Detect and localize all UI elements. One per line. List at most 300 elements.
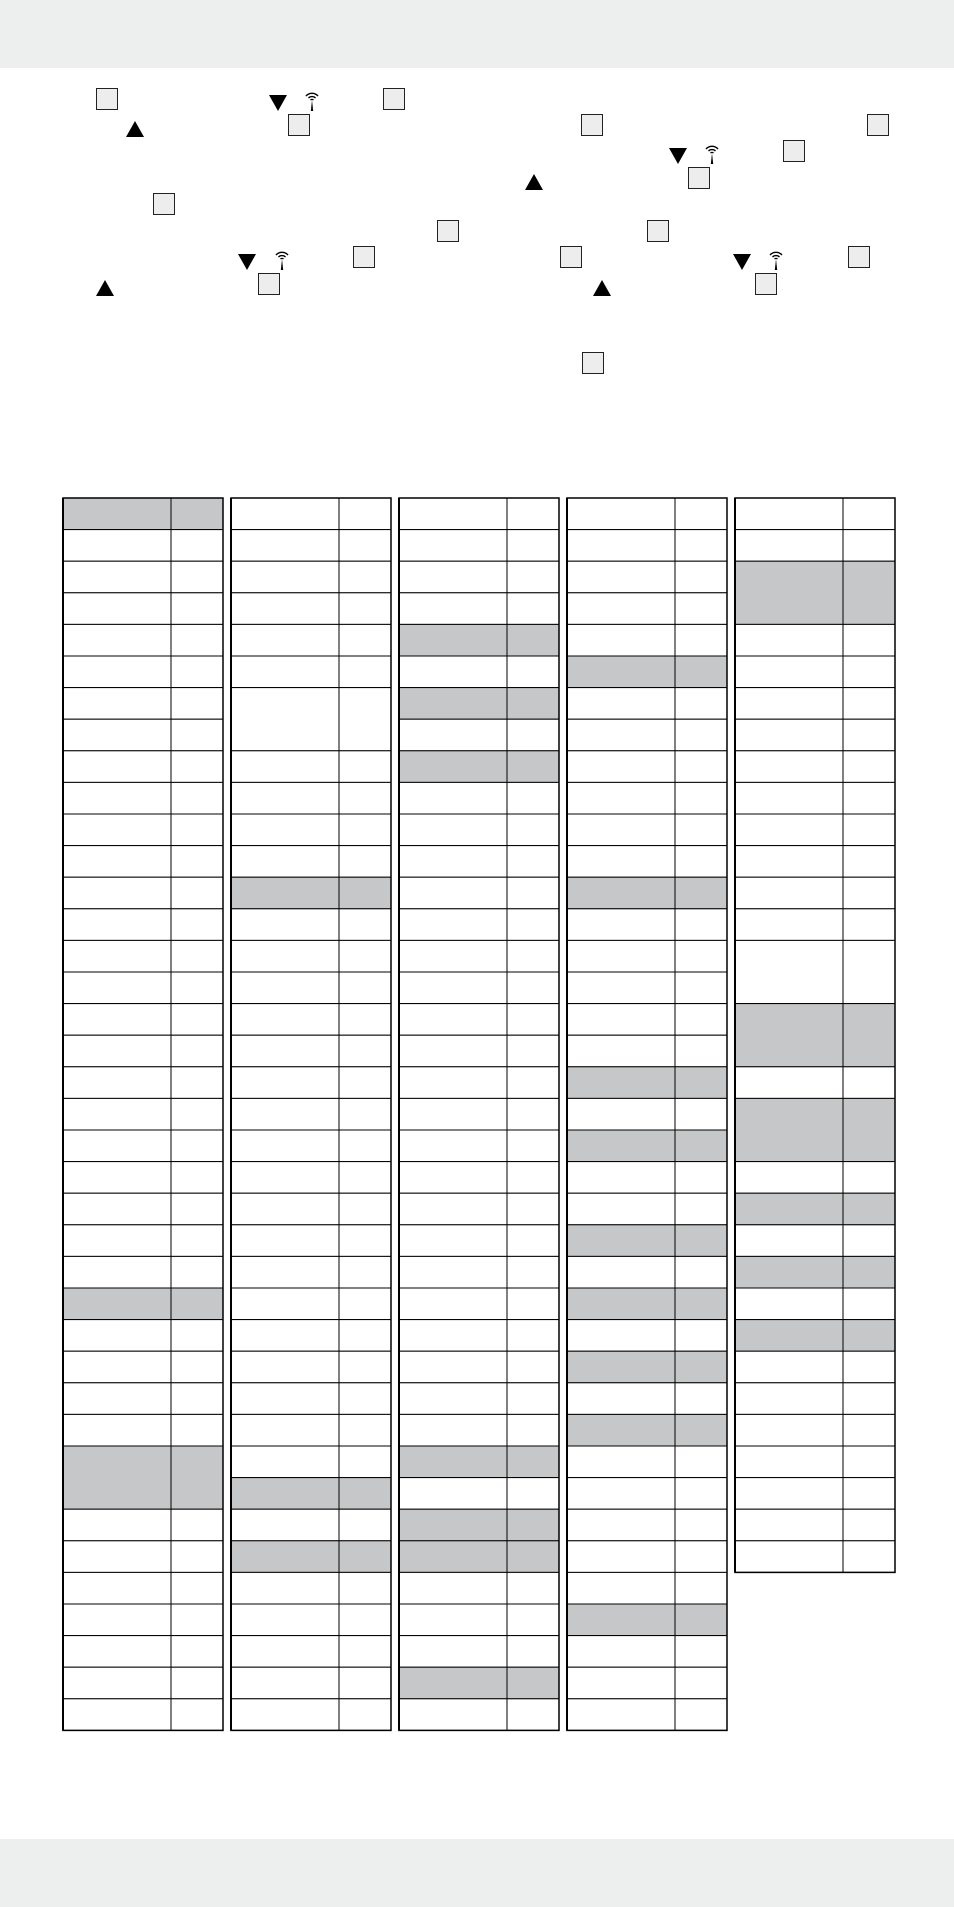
table-cell (171, 1604, 223, 1636)
table-cell (63, 1636, 171, 1668)
table-cell (63, 593, 171, 625)
triangle-up-icon (126, 121, 144, 137)
shaded-table-cell (399, 624, 507, 656)
table-cell (567, 1162, 675, 1194)
table-cell (339, 846, 391, 878)
table-cell (507, 1351, 559, 1383)
table-cell (63, 972, 171, 1004)
top-margin-band (0, 0, 954, 68)
table-cell (231, 530, 339, 562)
table-cell (63, 1098, 171, 1130)
table-cell (675, 940, 727, 972)
table-cell (675, 1667, 727, 1699)
shaded-table-cell (507, 688, 559, 720)
table-cell (339, 1256, 391, 1288)
table-cell (675, 846, 727, 878)
table-cell (231, 1351, 339, 1383)
table-cell (231, 940, 339, 972)
table-cell (339, 498, 391, 530)
square-button-icon (353, 246, 375, 268)
table-cell (399, 1004, 507, 1036)
table-cell (231, 1604, 339, 1636)
table-cell (675, 1162, 727, 1194)
shaded-table-cell (507, 1509, 559, 1541)
shaded-table-cell (399, 751, 507, 783)
table-cell (843, 814, 895, 846)
table-cell (507, 1320, 559, 1352)
table-cell (735, 1383, 843, 1415)
table-cell (507, 1256, 559, 1288)
table-cell (339, 1067, 391, 1099)
table-cell (675, 1636, 727, 1668)
table-cell (231, 1636, 339, 1668)
table-cell (171, 1320, 223, 1352)
shaded-table-cell (735, 1098, 843, 1161)
table-cell (171, 656, 223, 688)
shaded-table-cell (567, 1067, 675, 1099)
table-cell (63, 1351, 171, 1383)
table-cell (843, 1225, 895, 1257)
square-button-icon (437, 220, 459, 242)
table-cell (339, 1320, 391, 1352)
table-cell (231, 1320, 339, 1352)
table-cell (843, 1288, 895, 1320)
table-cell (339, 688, 391, 751)
table-cell (567, 782, 675, 814)
table-cell (507, 1193, 559, 1225)
table-cell (567, 1667, 675, 1699)
table-cell (399, 814, 507, 846)
shaded-table-cell (675, 877, 727, 909)
table-cell (507, 1162, 559, 1194)
table-cell (399, 1256, 507, 1288)
table-cell (399, 1130, 507, 1162)
table-cell (675, 1541, 727, 1573)
table-cell (843, 624, 895, 656)
table-cell (567, 972, 675, 1004)
table-cell (567, 1320, 675, 1352)
table-cell (843, 1351, 895, 1383)
shaded-table-cell (507, 751, 559, 783)
table-cell (675, 719, 727, 751)
table-cell (675, 530, 727, 562)
table-cell (171, 1667, 223, 1699)
square-button-icon (153, 193, 175, 215)
table-cell (339, 909, 391, 941)
table-cell (399, 846, 507, 878)
square-button-icon (288, 114, 310, 136)
table-cell (63, 1572, 171, 1604)
table-cell (507, 1414, 559, 1446)
table-cell (231, 846, 339, 878)
table-cell (567, 1478, 675, 1510)
table-cell (171, 1035, 223, 1067)
table-cell (507, 1130, 559, 1162)
table-cell (171, 1414, 223, 1446)
table-cell (231, 972, 339, 1004)
shaded-table-cell (843, 1004, 895, 1067)
table-cell (171, 1699, 223, 1731)
table-cell (735, 877, 843, 909)
table-cell (231, 561, 339, 593)
table-cell (675, 624, 727, 656)
table-cell (63, 1699, 171, 1731)
table-cell (399, 1288, 507, 1320)
table-grid (566, 497, 728, 1731)
shaded-table-cell (735, 561, 843, 624)
table-cell (339, 1098, 391, 1130)
table-cell (567, 1035, 675, 1067)
table-column-5 (734, 497, 896, 1573)
table-cell (171, 1130, 223, 1162)
table-cell (399, 940, 507, 972)
table-cell (399, 1699, 507, 1731)
table-cell (171, 1067, 223, 1099)
table-cell (231, 1699, 339, 1731)
table-cell (231, 1288, 339, 1320)
table-cell (567, 909, 675, 941)
table-cell (843, 1478, 895, 1510)
square-button-icon (755, 273, 777, 295)
shaded-table-cell (171, 498, 223, 530)
table-cell (339, 940, 391, 972)
shaded-table-cell (735, 1193, 843, 1225)
table-cell (567, 593, 675, 625)
shaded-table-cell (171, 1446, 223, 1509)
table-cell (735, 498, 843, 530)
table-cell (63, 1225, 171, 1257)
table-cell (171, 877, 223, 909)
table-cell (735, 751, 843, 783)
table-cell (567, 530, 675, 562)
table-cell (231, 1414, 339, 1446)
shaded-table-cell (339, 1541, 391, 1573)
table-cell (399, 656, 507, 688)
table-cell (735, 909, 843, 941)
table-cell (399, 1478, 507, 1510)
table-cell (567, 624, 675, 656)
table-cell (339, 1699, 391, 1731)
triangle-down-icon (733, 254, 751, 270)
table-cell (63, 909, 171, 941)
table-cell (735, 1067, 843, 1099)
table-cell (339, 1572, 391, 1604)
table-cell (675, 1509, 727, 1541)
table-cell (231, 751, 339, 783)
table-grid (398, 497, 560, 1731)
table-cell (735, 1351, 843, 1383)
shaded-table-cell (63, 1446, 171, 1509)
shaded-table-cell (675, 1067, 727, 1099)
table-cell (63, 846, 171, 878)
table-cell (567, 498, 675, 530)
table-cell (63, 1541, 171, 1573)
shaded-table-cell (675, 656, 727, 688)
shaded-table-cell (399, 1446, 507, 1478)
table-cell (567, 1541, 675, 1573)
table-cell (171, 1572, 223, 1604)
table-cell (843, 909, 895, 941)
table-cell (339, 530, 391, 562)
table-cell (231, 782, 339, 814)
table-cell (231, 1256, 339, 1288)
shaded-table-cell (507, 1667, 559, 1699)
table-cell (735, 1509, 843, 1541)
table-cell (231, 624, 339, 656)
table-cell (735, 1478, 843, 1510)
shaded-table-cell (567, 1414, 675, 1446)
table-cell (399, 1162, 507, 1194)
table-cell (63, 1414, 171, 1446)
table-cell (735, 1446, 843, 1478)
shaded-table-cell (63, 1288, 171, 1320)
table-cell (735, 1162, 843, 1194)
table-cell (567, 1572, 675, 1604)
shaded-table-cell (339, 877, 391, 909)
table-cell (63, 561, 171, 593)
table-cell (507, 877, 559, 909)
table-cell (339, 1035, 391, 1067)
table-cell (507, 1636, 559, 1668)
table-cell (171, 782, 223, 814)
table-cell (735, 782, 843, 814)
shaded-table-cell (843, 1320, 895, 1352)
triangle-down-icon (269, 95, 287, 111)
table-cell (339, 656, 391, 688)
table-cell (567, 1193, 675, 1225)
table-cell (675, 1446, 727, 1478)
table-column-1 (62, 497, 224, 1731)
table-cell (63, 940, 171, 972)
shaded-table-cell (843, 1256, 895, 1288)
table-cell (735, 688, 843, 720)
shaded-table-cell (399, 1509, 507, 1541)
table-cell (675, 1193, 727, 1225)
table-cell (231, 1446, 339, 1478)
shaded-table-cell (675, 1130, 727, 1162)
table-cell (507, 1288, 559, 1320)
radio-signal-icon (302, 89, 322, 111)
table-cell (171, 909, 223, 941)
table-cell (63, 1604, 171, 1636)
table-column-3 (398, 497, 560, 1731)
shaded-table-cell (567, 1130, 675, 1162)
table-cell (507, 1067, 559, 1099)
table-cell (507, 1098, 559, 1130)
table-cell (567, 751, 675, 783)
table-cell (171, 593, 223, 625)
table-cell (735, 940, 843, 1003)
table-cell (399, 1636, 507, 1668)
shaded-table-cell (735, 1004, 843, 1067)
table-cell (735, 719, 843, 751)
shaded-table-cell (507, 624, 559, 656)
square-button-icon (383, 88, 405, 110)
table-cell (507, 561, 559, 593)
shaded-table-cell (399, 688, 507, 720)
table-cell (735, 1288, 843, 1320)
table-cell (735, 846, 843, 878)
shaded-table-cell (567, 656, 675, 688)
table-cell (399, 1193, 507, 1225)
table-cell (399, 1604, 507, 1636)
table-cell (399, 877, 507, 909)
table-cell (171, 530, 223, 562)
table-cell (735, 656, 843, 688)
table-cell (171, 624, 223, 656)
table-cell (171, 940, 223, 972)
shaded-table-cell (231, 877, 339, 909)
table-cell (399, 719, 507, 751)
table-cell (63, 751, 171, 783)
table-cell (171, 846, 223, 878)
table-cell (63, 624, 171, 656)
table-column-4 (566, 497, 728, 1731)
table-cell (339, 593, 391, 625)
table-cell (843, 1414, 895, 1446)
table-cell (675, 1699, 727, 1731)
table-cell (399, 1572, 507, 1604)
shaded-table-cell (675, 1225, 727, 1257)
table-cell (675, 1098, 727, 1130)
table-cell (507, 782, 559, 814)
table-cell (507, 498, 559, 530)
table-cell (675, 688, 727, 720)
table-cell (567, 688, 675, 720)
table-cell (171, 561, 223, 593)
table-cell (171, 1541, 223, 1573)
table-cell (231, 593, 339, 625)
shaded-table-cell (171, 1288, 223, 1320)
table-cell (567, 814, 675, 846)
shaded-table-cell (399, 1541, 507, 1573)
table-cell (507, 1699, 559, 1731)
table-cell (843, 1067, 895, 1099)
shaded-table-cell (567, 1351, 675, 1383)
table-cell (507, 1604, 559, 1636)
shaded-table-cell (63, 498, 171, 530)
table-cell (63, 1067, 171, 1099)
table-cell (231, 656, 339, 688)
table-cell (507, 1572, 559, 1604)
square-button-icon (581, 114, 603, 136)
table-cell (339, 1351, 391, 1383)
shaded-table-cell (567, 1225, 675, 1257)
shaded-table-cell (675, 1604, 727, 1636)
table-cell (63, 1004, 171, 1036)
table-cell (507, 1225, 559, 1257)
table-cell (63, 1193, 171, 1225)
table-grid (734, 497, 896, 1573)
table-cell (843, 877, 895, 909)
shaded-table-cell (735, 1256, 843, 1288)
table-cell (675, 498, 727, 530)
table-cell (339, 1193, 391, 1225)
table-column-2 (230, 497, 392, 1731)
table-cell (63, 688, 171, 720)
table-cell (843, 1509, 895, 1541)
table-cell (843, 1383, 895, 1415)
table-cell (567, 1098, 675, 1130)
table-cell (567, 1699, 675, 1731)
radio-signal-icon (766, 248, 786, 270)
table-cell (339, 751, 391, 783)
table-cell (567, 561, 675, 593)
table-cell (231, 1193, 339, 1225)
table-cell (507, 1035, 559, 1067)
table-cell (231, 1067, 339, 1099)
square-button-icon (783, 140, 805, 162)
table-cell (399, 1320, 507, 1352)
table-cell (339, 1383, 391, 1415)
table-cell (231, 1383, 339, 1415)
table-cell (171, 688, 223, 720)
triangle-up-icon (593, 280, 611, 296)
table-cell (339, 624, 391, 656)
table-cell (231, 909, 339, 941)
shaded-table-cell (675, 1288, 727, 1320)
table-cell (567, 1636, 675, 1668)
table-cell (399, 782, 507, 814)
table-cell (63, 719, 171, 751)
table-cell (507, 846, 559, 878)
shaded-table-cell (843, 1193, 895, 1225)
shaded-table-cell (675, 1414, 727, 1446)
table-cell (675, 814, 727, 846)
table-cell (399, 1098, 507, 1130)
table-cell (63, 877, 171, 909)
shaded-table-cell (231, 1541, 339, 1573)
table-cell (63, 1130, 171, 1162)
table-cell (171, 1098, 223, 1130)
table-cell (507, 1478, 559, 1510)
table-cell (231, 498, 339, 530)
shaded-table-cell (675, 1351, 727, 1383)
table-cell (399, 530, 507, 562)
table-cell (171, 751, 223, 783)
table-cell (231, 1004, 339, 1036)
table-cell (171, 1193, 223, 1225)
shaded-table-cell (567, 877, 675, 909)
table-cell (339, 1636, 391, 1668)
table-cell (63, 656, 171, 688)
triangle-up-icon (525, 174, 543, 190)
square-button-icon (96, 88, 118, 110)
table-cell (399, 972, 507, 1004)
shaded-table-cell (735, 1320, 843, 1352)
table-cell (567, 846, 675, 878)
table-cell (735, 1541, 843, 1573)
table-cell (843, 688, 895, 720)
table-cell (843, 498, 895, 530)
table-cell (675, 561, 727, 593)
table-cell (171, 1509, 223, 1541)
table-cell (231, 1509, 339, 1541)
table-cell (843, 530, 895, 562)
table-cell (567, 940, 675, 972)
table-cell (399, 1414, 507, 1446)
table-cell (735, 624, 843, 656)
table-cell (339, 1162, 391, 1194)
table-cell (843, 940, 895, 1003)
table-cell (675, 782, 727, 814)
table-cell (735, 814, 843, 846)
table-cell (843, 656, 895, 688)
triangle-up-icon (96, 280, 114, 296)
table-cell (63, 1035, 171, 1067)
table-cell (231, 814, 339, 846)
square-button-icon (258, 273, 280, 295)
